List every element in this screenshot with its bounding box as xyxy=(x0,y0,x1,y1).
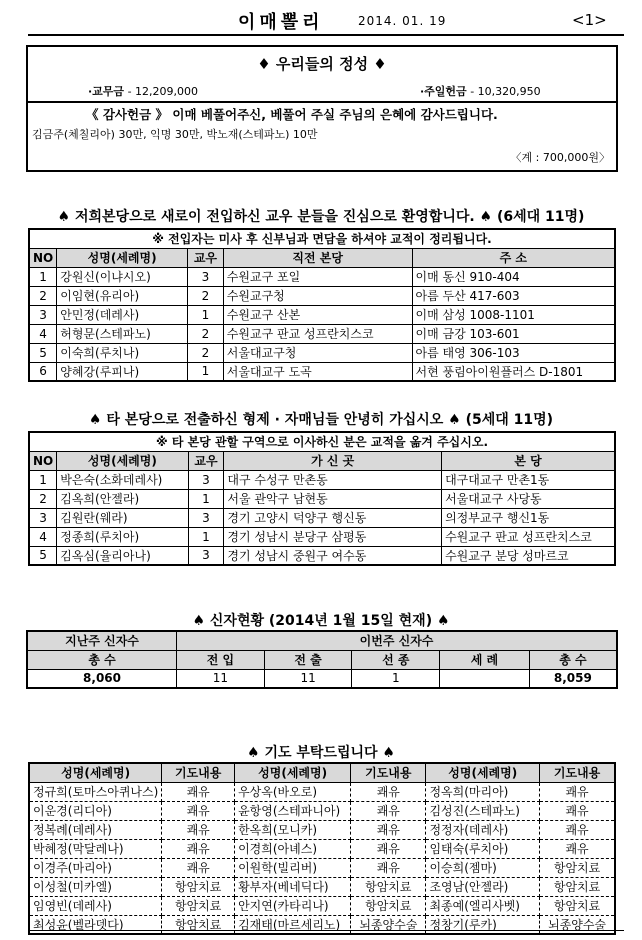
table-cell: 1 xyxy=(188,362,224,381)
prayer-name-header: 성명(세례명) xyxy=(235,763,351,782)
table-cell: 5 xyxy=(29,546,57,565)
table-cell: 3 xyxy=(188,267,224,286)
prayer-content: 쾌유 xyxy=(540,820,615,839)
leavers-col-header: 본 당 xyxy=(442,451,615,470)
sunday-offering xyxy=(88,83,198,99)
table-cell: 이매 금강 103-601 xyxy=(412,324,615,343)
prayer-content: 쾌유 xyxy=(351,839,426,858)
offering-divider xyxy=(28,101,616,103)
table-cell: 경기 성남시 중원구 여수동 xyxy=(224,546,442,565)
mass-offering xyxy=(420,83,541,99)
stats-col-header: 전 입 xyxy=(177,650,265,669)
table-row xyxy=(29,896,615,915)
table-cell: 서현 풍림아이원플러스 D-1801 xyxy=(412,362,615,381)
table-cell: 1 xyxy=(29,267,57,286)
leavers-col-header: 가 신 곳 xyxy=(224,451,442,470)
sunday-offering-amount: - 12,209,000 xyxy=(127,85,199,98)
table-cell: 3 xyxy=(188,546,224,565)
prayer-name: 정창기(루카) xyxy=(426,915,540,934)
table-row xyxy=(29,877,615,896)
table-cell: 김옥희(안젤라) xyxy=(57,489,188,508)
stats-heading: ♠ 신자현황 (2014년 1월 15일 현재) ♠ xyxy=(192,613,450,629)
prayer-name: 최성윤(벨라뎃다) xyxy=(29,915,162,934)
newcomers-col-header: 교우 xyxy=(188,248,224,267)
last-week-label: 지난주 신자수 xyxy=(27,631,177,650)
table-cell: 안민정(데레사) xyxy=(57,305,188,324)
prayer-name: 윤항영(스테파니아) xyxy=(235,801,351,820)
last-week-total-label: 총 수 xyxy=(27,650,177,669)
table-row xyxy=(29,362,615,381)
table-cell: 수원교구 분당 성마르코 xyxy=(442,546,615,565)
table-cell: 대구대교구 만촌1동 xyxy=(442,470,615,489)
prayer-content-header: 기도내용 xyxy=(162,763,235,782)
leavers-header-row xyxy=(29,451,615,470)
sunday-offering-label: ·교무금 xyxy=(88,85,125,98)
thanks-offering-title: 《 감사헌금 》 xyxy=(86,107,169,122)
table-cell: 수원교구청 xyxy=(223,286,412,305)
table-cell: 이매 동신 910-404 xyxy=(412,267,615,286)
table-cell: 2 xyxy=(29,489,57,508)
prayer-content: 쾌유 xyxy=(162,839,235,858)
table-row xyxy=(29,305,615,324)
prayer-name: 조영남(안젤라) xyxy=(426,877,540,896)
newcomers-heading: ♠ 저희본당으로 새로이 전입하신 교우 분들을 진심으로 환영합니다. ♠ (6세대 11명) xyxy=(57,209,585,225)
prayer-content: 쾌유 xyxy=(540,782,615,801)
table-row xyxy=(29,839,615,858)
prayer-table xyxy=(28,762,616,935)
prayer-name: 김재태(마르세리노) xyxy=(235,915,351,934)
leavers-col-header: 교우 xyxy=(188,451,224,470)
table-cell: 1 xyxy=(188,527,224,546)
table-cell: 3 xyxy=(188,470,224,489)
prayer-content: 항암치료 xyxy=(162,915,235,934)
prayer-name: 임영빈(데레사) xyxy=(29,896,162,915)
table-cell: 이숙희(루치나) xyxy=(57,343,188,362)
table-cell: 수원교구 판교 성프란치스코 xyxy=(442,527,615,546)
stats-col-header: 총 수 xyxy=(529,650,617,669)
leavers-heading: ♠ 타 본당으로 전출하신 형제 · 자매님들 안녕히 가십시오 ♠ (5세대 11명) xyxy=(88,412,554,428)
offering-total: 〈계 : 700,000원〉 xyxy=(510,151,610,164)
table-row xyxy=(29,915,615,934)
table-cell: 3 xyxy=(188,508,224,527)
table-cell: 경기 고양시 덕양구 행신동 xyxy=(224,508,442,527)
table-cell: 김원란(웨라) xyxy=(57,508,188,527)
table-cell: 2 xyxy=(188,286,224,305)
stats-col-header: 선 종 xyxy=(352,650,440,669)
newcomers-col-header: NO xyxy=(29,248,57,267)
table-cell: 3 xyxy=(29,305,57,324)
newcomers-header-row xyxy=(29,248,615,267)
prayer-name: 안지연(카타리나) xyxy=(235,896,351,915)
footer-rule xyxy=(28,930,624,931)
prayer-content: 쾌유 xyxy=(351,801,426,820)
table-cell: 이매 삼성 1008-1101 xyxy=(412,305,615,324)
prayer-name: 황부자(베네딕다) xyxy=(235,877,351,896)
table-row xyxy=(29,801,615,820)
mass-offering-label: ·주일헌금 xyxy=(420,85,467,98)
prayer-name: 이운경(리디아) xyxy=(29,801,162,820)
prayer-content: 쾌유 xyxy=(162,782,235,801)
leavers-table xyxy=(28,431,616,566)
bulletin-date: 2014. 01. 19 xyxy=(358,14,447,28)
stats-col-header: 세 례 xyxy=(440,650,530,669)
prayer-content: 쾌유 xyxy=(540,801,615,820)
prayer-content: 항암치료 xyxy=(351,877,426,896)
table-cell: 경기 성남시 분당구 삼평동 xyxy=(224,527,442,546)
table-cell: 정종희(루치아) xyxy=(57,527,188,546)
table-cell: 의정부교구 행신1동 xyxy=(442,508,615,527)
prayer-content: 쾌유 xyxy=(162,858,235,877)
table-cell: 대구 수성구 만촌동 xyxy=(224,470,442,489)
table-cell: 서울대교구 사당동 xyxy=(442,489,615,508)
table-cell: 수원교구 산본 xyxy=(223,305,412,324)
table-cell: 5 xyxy=(29,343,57,362)
prayer-name: 박혜정(막달레나) xyxy=(29,839,162,858)
leavers-col-header: 성명(세례명) xyxy=(57,451,188,470)
leavers-notice: ※ 타 본당 관할 구역으로 이사하신 분은 교적을 옮겨 주십시오. xyxy=(29,432,615,451)
stats-value: 11 xyxy=(177,669,265,688)
stats-value: 11 xyxy=(264,669,352,688)
leavers-col-header: NO xyxy=(29,451,57,470)
donor-list: 김금주(체칠리아) 30만, 익명 30만, 박노재(스테파노) 10만 xyxy=(32,128,318,141)
table-row xyxy=(29,286,615,305)
table-row xyxy=(29,343,615,362)
table-cell: 강원신(이냐시오) xyxy=(57,267,188,286)
prayer-name: 이성철(미카엘) xyxy=(29,877,162,896)
prayer-name: 이원학(빌리버) xyxy=(235,858,351,877)
table-cell: 이임현(유리아) xyxy=(57,286,188,305)
prayer-name: 정정자(데레사) xyxy=(426,820,540,839)
prayer-name: 이경주(마리아) xyxy=(29,858,162,877)
table-cell: 아름 두산 417-603 xyxy=(412,286,615,305)
table-cell: 1 xyxy=(188,489,224,508)
prayer-name: 정복례(데레사) xyxy=(29,820,162,839)
table-row xyxy=(29,508,615,527)
mass-offering-amount: - 10,320,950 xyxy=(470,85,541,98)
thanks-offering xyxy=(86,105,498,123)
this-week-label: 이번주 신자수 xyxy=(177,631,617,650)
prayer-content: 쾌유 xyxy=(351,820,426,839)
stats-value xyxy=(440,669,530,688)
newcomers-col-header: 성명(세례명) xyxy=(57,248,188,267)
table-cell: 허형문(스테파노) xyxy=(57,324,188,343)
prayer-name-header: 성명(세례명) xyxy=(426,763,540,782)
table-row xyxy=(29,858,615,877)
prayer-content: 항암치료 xyxy=(162,877,235,896)
table-cell: 1 xyxy=(29,470,57,489)
stats-value: 8,059 xyxy=(529,669,617,688)
table-row xyxy=(29,527,615,546)
offering-title: ♦ 우리들의 정성 ♦ xyxy=(257,55,387,73)
stats-table xyxy=(26,630,618,689)
table-cell: 3 xyxy=(29,508,57,527)
table-row xyxy=(29,820,615,839)
table-cell: 수원교구 포일 xyxy=(223,267,412,286)
table-row xyxy=(29,489,615,508)
table-cell: 4 xyxy=(29,324,57,343)
table-row xyxy=(29,470,615,489)
newcomers-table xyxy=(28,228,616,382)
table-cell: 1 xyxy=(188,305,224,324)
prayer-name: 이경희(아녜스) xyxy=(235,839,351,858)
newcomers-col-header: 주 소 xyxy=(412,248,615,267)
prayer-content: 항암치료 xyxy=(540,877,615,896)
prayer-content-header: 기도내용 xyxy=(540,763,615,782)
newcomers-notice: ※ 전입자는 미사 후 신부님과 면담을 하셔야 교적이 정리됩니다. xyxy=(29,229,615,248)
prayer-name: 한옥희(모니카) xyxy=(235,820,351,839)
prayer-content: 쾌유 xyxy=(162,820,235,839)
prayer-name: 우상옥(바오로) xyxy=(235,782,351,801)
prayer-content-header: 기도내용 xyxy=(351,763,426,782)
newcomers-body xyxy=(29,267,615,381)
bulletin-title: 이매뽈리 xyxy=(238,12,324,33)
prayer-name: 최종예(엘리사벳) xyxy=(426,896,540,915)
table-cell: 서울 관악구 남현동 xyxy=(224,489,442,508)
last-week-total: 8,060 xyxy=(27,669,177,688)
prayer-content: 쾌유 xyxy=(540,839,615,858)
stats-col-header: 전 출 xyxy=(264,650,352,669)
table-row xyxy=(29,782,615,801)
prayer-name: 정규희(토마스아퀴나스) xyxy=(29,782,162,801)
prayer-content: 항암치료 xyxy=(162,896,235,915)
offering-box xyxy=(26,45,618,172)
prayer-content: 뇌종양수술 xyxy=(540,915,615,934)
page-number: <1> xyxy=(572,11,607,29)
table-cell: 6 xyxy=(29,362,57,381)
table-cell: 박은숙(소화데레사) xyxy=(57,470,188,489)
table-cell: 수원교구 판교 성프란치스코 xyxy=(223,324,412,343)
thanks-offering-text: 이매 베풀어주신, 베풀어 주실 주님의 은혜에 감사드립니다. xyxy=(172,107,498,122)
prayer-content: 항암치료 xyxy=(540,896,615,915)
table-cell: 양혜강(루피나) xyxy=(57,362,188,381)
table-cell: 김옥심(율리아나) xyxy=(57,546,188,565)
table-cell: 서울대교구 도곡 xyxy=(223,362,412,381)
prayer-name-header: 성명(세례명) xyxy=(29,763,162,782)
prayer-name: 정옥희(마리아) xyxy=(426,782,540,801)
table-cell: 4 xyxy=(29,527,57,546)
table-cell: 아름 태영 306-103 xyxy=(412,343,615,362)
prayer-content: 쾌유 xyxy=(351,782,426,801)
table-cell: 2 xyxy=(188,343,224,362)
prayer-content: 쾌유 xyxy=(351,858,426,877)
table-row xyxy=(29,267,615,286)
prayer-content: 쾌유 xyxy=(162,801,235,820)
newcomers-col-header: 직전 본당 xyxy=(223,248,412,267)
prayer-name: 임태숙(루치아) xyxy=(426,839,540,858)
table-cell: 2 xyxy=(188,324,224,343)
prayer-content: 항암치료 xyxy=(351,896,426,915)
prayer-body xyxy=(29,782,615,934)
prayer-content: 항암치료 xyxy=(540,858,615,877)
bulletin-header xyxy=(0,6,642,32)
stats-value: 1 xyxy=(352,669,440,688)
prayer-content: 뇌종양수술 xyxy=(351,915,426,934)
table-row xyxy=(29,324,615,343)
prayer-header-row xyxy=(29,763,615,782)
table-cell: 서울대교구청 xyxy=(223,343,412,362)
prayer-name: 김성진(스테파노) xyxy=(426,801,540,820)
table-cell: 2 xyxy=(29,286,57,305)
table-row xyxy=(29,546,615,565)
leavers-body xyxy=(29,470,615,565)
header-rule xyxy=(28,34,624,36)
prayer-heading: ♠ 기도 부탁드립니다 ♠ xyxy=(247,745,395,761)
prayer-name: 이승희(젬마) xyxy=(426,858,540,877)
